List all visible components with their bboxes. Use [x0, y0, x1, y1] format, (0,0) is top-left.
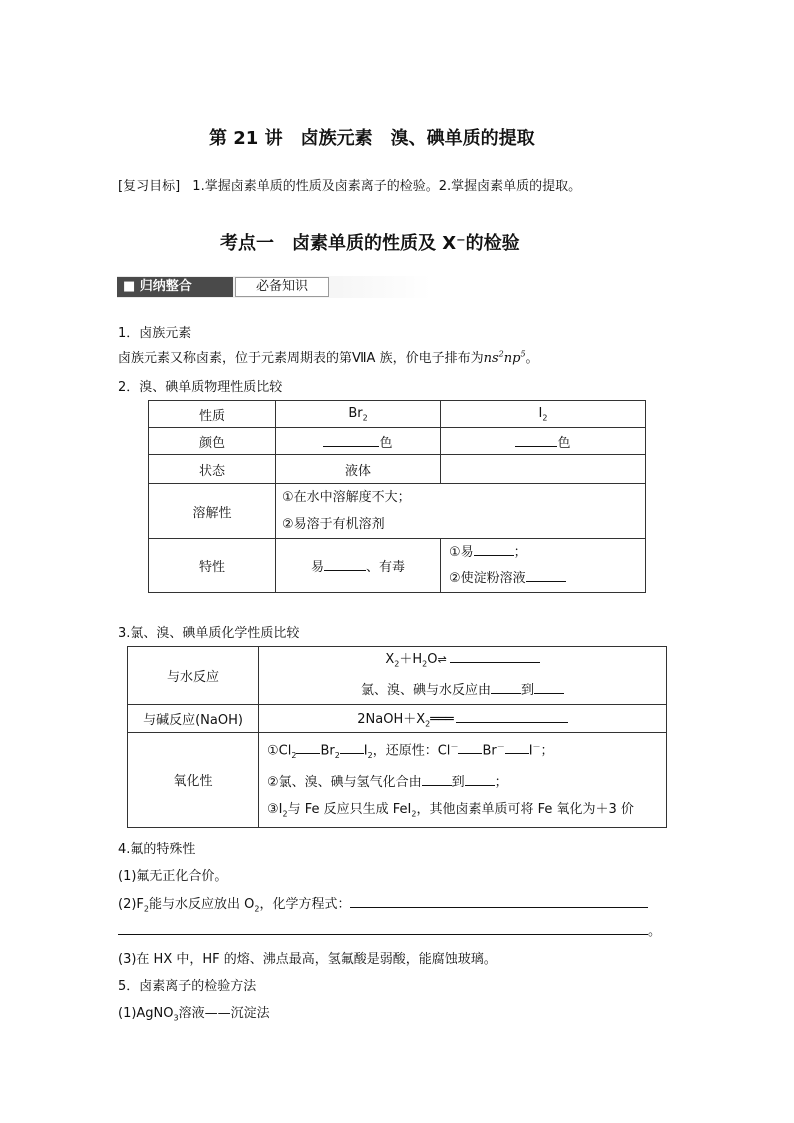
answer-blank[interactable]: [491, 681, 521, 694]
page-title: 第 21 讲 卤族元素 溴、碘单质的提取: [209, 128, 535, 149]
s4-item2-end: 。: [648, 924, 662, 939]
row-label-color: 颜色: [149, 428, 276, 455]
color-suffix: 色: [379, 435, 393, 451]
ox2-mid: 到: [451, 774, 465, 790]
answer-blank[interactable]: [422, 773, 452, 786]
s1-text: [118, 347, 539, 366]
base-cell: $2NaOH+X_2═══$: [259, 704, 667, 732]
color-suffix: 色: [557, 435, 571, 451]
ox2-post: ；: [494, 774, 508, 790]
solubility-cell: [276, 484, 646, 539]
table-row: [149, 428, 646, 455]
oxidation-cell: [259, 732, 667, 828]
s4-item1: (1)氟无正化合价。: [118, 869, 228, 884]
banner-main: ■ 归纳整合: [117, 277, 233, 297]
trait-i2: ②使淀粉溶液: [449, 570, 526, 586]
i-color-cell: [441, 428, 646, 455]
answer-blank[interactable]: [350, 895, 648, 908]
s4-heading: 4.氟的特殊性: [118, 842, 196, 857]
row-label-solubility: 溶解性: [149, 484, 276, 539]
answer-blank[interactable]: [458, 741, 482, 754]
i-trait-cell: [441, 539, 646, 593]
trait-br-post: 、有毒: [366, 560, 406, 575]
br-sub: 2: [362, 413, 368, 423]
table-row: [149, 455, 646, 484]
water-trend: [265, 678, 660, 704]
s1-text-post: 。: [525, 351, 539, 366]
answer-blank[interactable]: [340, 741, 364, 754]
water-trend-pre: 氯、溴、碘与水反应由: [360, 682, 491, 698]
trait-i1-post: ；: [513, 544, 527, 560]
oxidation-line-1: $①Cl_2$ $Br_2$ $I_2$，还原性：Cl－ Br－ I－；: [267, 741, 554, 760]
br-state-cell: 液体: [276, 455, 441, 484]
header-property: 性质: [149, 401, 276, 428]
s4-item2-mid: 能与水反应放出 O: [149, 897, 255, 912]
table-row: [149, 539, 646, 593]
physical-properties-table: [148, 400, 646, 593]
solubility-line-2: ②易溶于有机溶剂: [282, 517, 385, 532]
goal-text: 1.掌握卤素单质的性质及卤素离子的检验。2.掌握卤素单质的提取。: [192, 179, 582, 194]
answer-blank[interactable]: [323, 434, 379, 447]
electron-config: $ns^2np^5$: [483, 349, 526, 366]
ox3-tail: ，其他卤素单质可将 Fe 氧化为＋3 价: [416, 801, 634, 817]
review-goals: [118, 175, 581, 194]
s5-item1-pre: (1)AgNO: [118, 1006, 174, 1021]
table-row: [128, 704, 667, 732]
solubility-line-1: ①在水中溶解度不大；: [282, 490, 411, 505]
answer-blank[interactable]: [456, 710, 568, 723]
answer-blank[interactable]: [450, 650, 540, 663]
answer-blank[interactable]: [515, 434, 557, 447]
table-row: [128, 647, 667, 705]
chemical-properties-table: [127, 646, 667, 828]
s1-heading: 1．卤族元素: [118, 326, 192, 341]
banner-sub: 必备知识: [235, 277, 329, 297]
table-row: [149, 401, 646, 428]
row-label-oxidation: 氧化性: [128, 732, 259, 828]
water-trend-mid: 到: [521, 682, 535, 698]
s4-item2-cont: [118, 920, 661, 939]
goal-tag: [复习目标]: [118, 179, 181, 194]
s5-item1: (1)AgNO$_3$溶液——沉淀法: [118, 1006, 270, 1023]
s4-item3: (3)在 HX 中，HF 的熔、沸点最高，氢氟酸是弱酸，能腐蚀玻璃。: [118, 952, 497, 967]
row-label-trait: 特性: [149, 539, 276, 593]
i-trait-line-1: [449, 540, 639, 566]
table-row: [149, 484, 646, 539]
answer-blank[interactable]: [474, 543, 514, 556]
s5-item1-post: 溶液——沉淀法: [178, 1006, 270, 1021]
row-label-state: 状态: [149, 455, 276, 484]
answer-blank[interactable]: [505, 741, 529, 754]
s4-item2-pre: (2)F: [118, 897, 144, 912]
s2-heading: 2．溴、碘单质物理性质比较: [118, 380, 283, 395]
answer-blank[interactable]: [526, 569, 566, 582]
section-banner: [117, 276, 431, 298]
answer-blank[interactable]: [465, 773, 495, 786]
s4-item2: $(2)F_2$能与水反应放出 $O_2$，化学方程式：: [118, 893, 648, 914]
br-color-cell: [276, 428, 441, 455]
br-symbol: Br: [348, 405, 363, 421]
water-cell: [259, 647, 667, 705]
section-title: 考点一 卤素单质的性质及 X⁻的检验: [220, 233, 520, 254]
ox3-rest: 与 Fe 反应只生成 FeI: [287, 801, 412, 817]
table-row: [128, 732, 667, 828]
i-sub: 2: [542, 413, 548, 423]
row-label-water: 与水反应: [128, 647, 259, 705]
trait-br-pre: 易: [310, 560, 324, 575]
trait-i1-pre: ①易: [449, 544, 474, 560]
oxidation-line-3: $③I_2$与 Fe 反应只生成 FeI$_2$，其他卤素单质可将 Fe 氧化为＋3 价: [267, 801, 634, 819]
water-equation: $X_2+H_2O\rightleftharpoons$: [265, 647, 660, 678]
s5-heading: 5．卤素离子的检验方法: [118, 979, 257, 994]
answer-blank[interactable]: [296, 741, 320, 754]
s4-item2-post: ，化学方程式：: [259, 897, 351, 912]
header-br2: [276, 401, 441, 428]
i-state-cell: [441, 455, 646, 484]
oxidation-line-2: [267, 769, 660, 796]
s3-heading: 3.氯、溴、碘单质化学性质比较: [118, 626, 300, 641]
ox2-pre: ②氯、溴、碘与氢气化合由: [267, 774, 422, 790]
i-symbol: I: [538, 405, 543, 421]
i-trait-line-2: [449, 566, 639, 592]
br-trait-cell: [276, 539, 441, 593]
header-i2: [441, 401, 646, 428]
row-label-base: 与碱反应(NaOH): [128, 704, 259, 732]
answer-blank[interactable]: [118, 922, 648, 935]
s1-text-pre: 卤族元素又称卤素，位于元素周期表的第ⅦA 族，价电子排布为: [118, 351, 484, 366]
answer-blank[interactable]: [324, 558, 366, 571]
answer-blank[interactable]: [534, 681, 564, 694]
